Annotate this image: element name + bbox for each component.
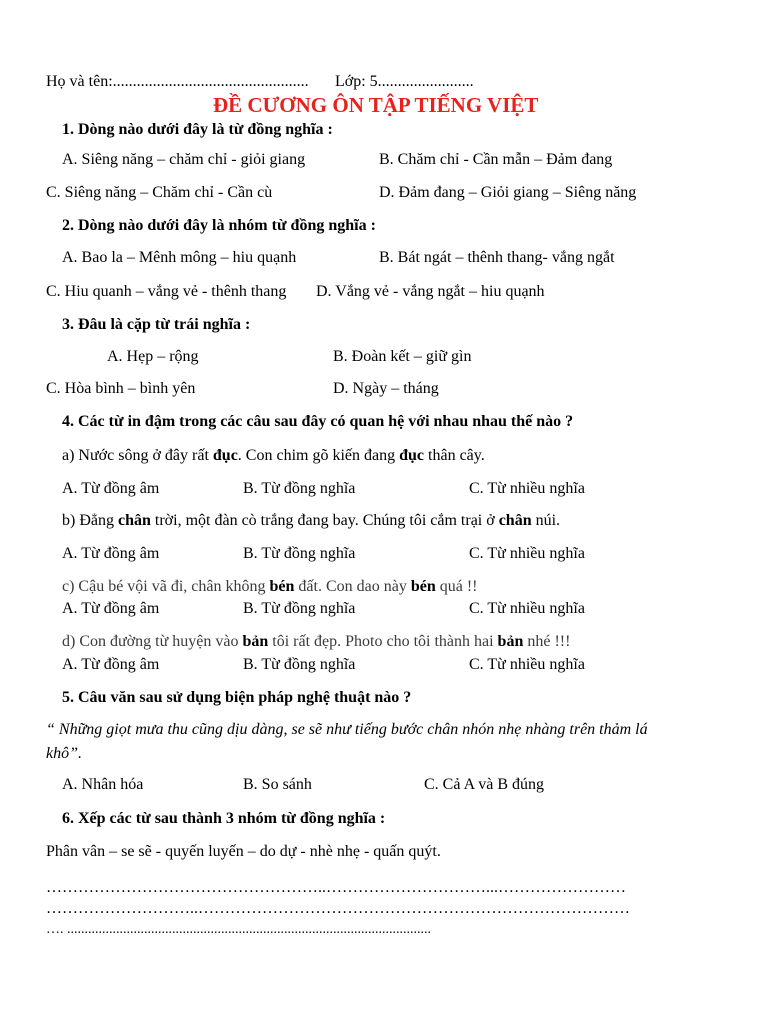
question-1: 1. Dòng nào dưới đây là từ đồng nghĩa : [62, 121, 333, 138]
q4-sentence-c-bold-word-2: bén [410, 578, 436, 595]
q4-sentence-d [62, 632, 570, 652]
q4-sentence-c-part-2: đất. Con dao này [294, 578, 411, 595]
q4d-option-a: A. Từ đồng âm [62, 656, 160, 673]
q5-option-b: B. So sánh [243, 776, 312, 793]
question-3: 3. Đâu là cặp từ trái nghĩa : [62, 316, 251, 333]
q3-option-c: C. Hòa bình – bình yên [46, 380, 196, 397]
q4b-option-a: A. Từ đồng âm [62, 545, 160, 562]
q4-sentence-d-part-3: nhé !!! [523, 633, 571, 650]
q4-sentence-a-bold-word-2: đục [399, 447, 425, 464]
q4-sentence-b-part-1: b) Đẳng [62, 512, 118, 529]
question-2: 2. Dòng nào dưới đây là nhóm từ đồng nghĩa : [62, 217, 376, 234]
q4a-option-a: A. Từ đồng âm [62, 480, 160, 497]
answer-dotted-line-1: ……………………………………………..…………………………...…………………… [46, 879, 626, 896]
q4-sentence-a-part-3: thân cây. [424, 447, 485, 464]
q3-option-b: B. Đoàn kết – giữ gìn [333, 348, 472, 365]
q4-sentence-d-part-1: d) Con đường từ huyện vào [62, 633, 243, 650]
q4c-option-b: B. Từ đồng nghĩa [243, 600, 356, 617]
q4d-option-b: B. Từ đồng nghĩa [243, 656, 356, 673]
q5-quote-line-1: “ Những giọt mưa thu cũng dịu dàng, se sẽ như tiếng bước chân nhón nhẹ nhàng trên thảm lá [46, 721, 648, 738]
q5-option-c: C. Cả A và B đúng [424, 776, 545, 793]
answer-dotted-line-2: ………………………..……………………………………………………………………… [46, 900, 630, 917]
q4-sentence-c-part-1: c) Cậu bé vội vã đi, chân không [62, 578, 270, 595]
q4a-option-b: B. Từ đồng nghĩa [243, 480, 356, 497]
q3-option-a: A. Hẹp – rộng [107, 348, 199, 365]
q4-sentence-c [62, 577, 478, 597]
q4-sentence-a-bold-word-1: đục [212, 447, 238, 464]
q4b-option-b: B. Từ đồng nghĩa [243, 545, 356, 562]
page-title: ĐỀ CƯƠNG ÔN TẬP TIẾNG VIỆT [213, 93, 539, 117]
q4b-option-c: C. Từ nhiều nghĩa [469, 545, 585, 562]
q4-sentence-b-part-3: núi. [531, 512, 561, 529]
q4a-option-c: C. Từ nhiều nghĩa [469, 480, 585, 497]
q4-sentence-b-part-2: trời, một đàn cò trắng đang bay. Chúng tôi cắm trại ở [150, 512, 499, 529]
q1-option-b: B. Chăm chỉ - Cần mẫn – Đảm đang [379, 151, 613, 168]
q4-sentence-b [62, 511, 560, 531]
q4-sentence-a-part-2: . Con chim gõ kiến đang [237, 447, 400, 464]
q1-option-a: A. Siêng năng – chăm chỉ - giỏi giang [62, 151, 306, 168]
question-6: 6. Xếp các từ sau thành 3 nhóm từ đồng nghĩa : [62, 810, 386, 827]
q4d-option-c: C. Từ nhiều nghĩa [469, 656, 585, 673]
q4c-option-c: C. Từ nhiều nghĩa [469, 600, 585, 617]
q2-option-b: B. Bát ngát – thênh thang- vắng ngắt [379, 249, 615, 266]
question-5: 5. Câu văn sau sử dụng biện pháp nghệ thuật nào ? [62, 689, 412, 706]
question-4: 4. Các từ in đậm trong các câu sau đây có quan hệ với nhau nhau thế nào ? [62, 413, 574, 430]
q4-sentence-b-bold-word-1: chân [117, 512, 151, 529]
q4-sentence-d-bold-word-2: bản [497, 633, 524, 650]
q4-sentence-a [62, 446, 485, 466]
answer-dotted-line-3: …. ........................................................................................................ [46, 922, 431, 937]
q2-option-d: D. Vắng vẻ - vắng ngắt – hiu quạnh [316, 283, 545, 300]
student-name-line: Họ và tên:................................................. [46, 73, 309, 90]
q4-sentence-b-bold-word-2: chân [498, 512, 532, 529]
q3-option-d: D. Ngày – tháng [333, 380, 439, 397]
q6-word-list: Phân vân – se sẽ - quyến luyến – do dự - nhè nhẹ - quấn quýt. [46, 843, 441, 860]
q5-option-a: A. Nhân hóa [62, 776, 144, 793]
q4-sentence-d-bold-word-1: bản [242, 633, 269, 650]
q4c-option-a: A. Từ đồng âm [62, 600, 160, 617]
q1-option-c: C. Siêng năng – Chăm chỉ - Cần cù [46, 184, 273, 201]
q1-option-d: D. Đảm đang – Giỏi giang – Siêng năng [379, 184, 637, 201]
q4-sentence-c-part-3: quá !! [435, 578, 478, 595]
class-line: Lớp: 5........................ [335, 73, 474, 90]
q2-option-c: C. Hiu quanh – vắng vẻ - thênh thang [46, 283, 287, 300]
q4-sentence-d-part-2: tôi rất đẹp. Photo cho tôi thành hai [268, 633, 498, 650]
q4-sentence-a-part-1: a) Nước sông ở đây rất [62, 447, 213, 464]
q4-sentence-c-bold-word-1: bén [269, 578, 295, 595]
q5-quote-line-2: khô”. [46, 745, 82, 762]
q2-option-a: A. Bao la – Mênh mông – hiu quạnh [62, 249, 297, 266]
